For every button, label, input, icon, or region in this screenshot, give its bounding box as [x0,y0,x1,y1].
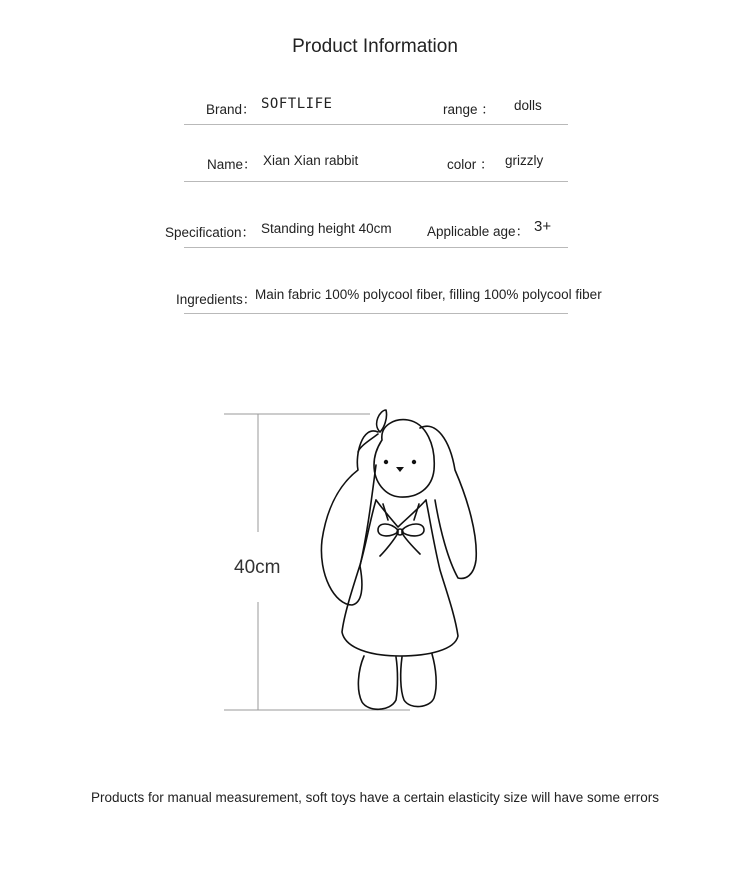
specification-value: Standing height 40cm [261,221,392,236]
right-ear [420,426,476,578]
nose [396,467,404,472]
left-eye [384,460,388,464]
range-label: range ： [443,102,495,117]
name-value: Xian Xian rabbit [263,153,359,168]
height-measurement-label: 40cm [234,557,281,578]
brand-value: SOFTLIFE [261,96,333,112]
color-label: color ： [447,157,494,172]
left-ear [321,431,378,605]
brand-label: Brand： [206,102,256,117]
name-label: Name： [207,157,257,172]
applicable-age-label: Applicable age： [427,224,530,239]
right-eye [412,460,416,464]
ingredients-value: Main fabric 100% polycool fiber, filling 100% polycool fiber [255,287,602,302]
range-value: dolls [514,98,542,113]
rabbit-face [384,460,416,472]
right-leg [401,654,436,707]
ingredients-label: Ingredients： [176,292,257,307]
left-leg [358,656,397,709]
chest-bow-left [378,524,398,536]
specification-label: Specification： [165,225,256,240]
rabbit-head [374,420,434,497]
rabbit-outline [321,410,476,709]
measurement-disclaimer: Products for manual measurement, soft toys have a certain elasticity size will have some errors [91,790,659,805]
applicable-age-value: 3+ [534,218,552,235]
chest-bow-right [402,524,424,536]
page-title: Product Information [292,36,458,57]
rabbit-dress [342,500,458,656]
color-value: grizzly [505,153,544,168]
